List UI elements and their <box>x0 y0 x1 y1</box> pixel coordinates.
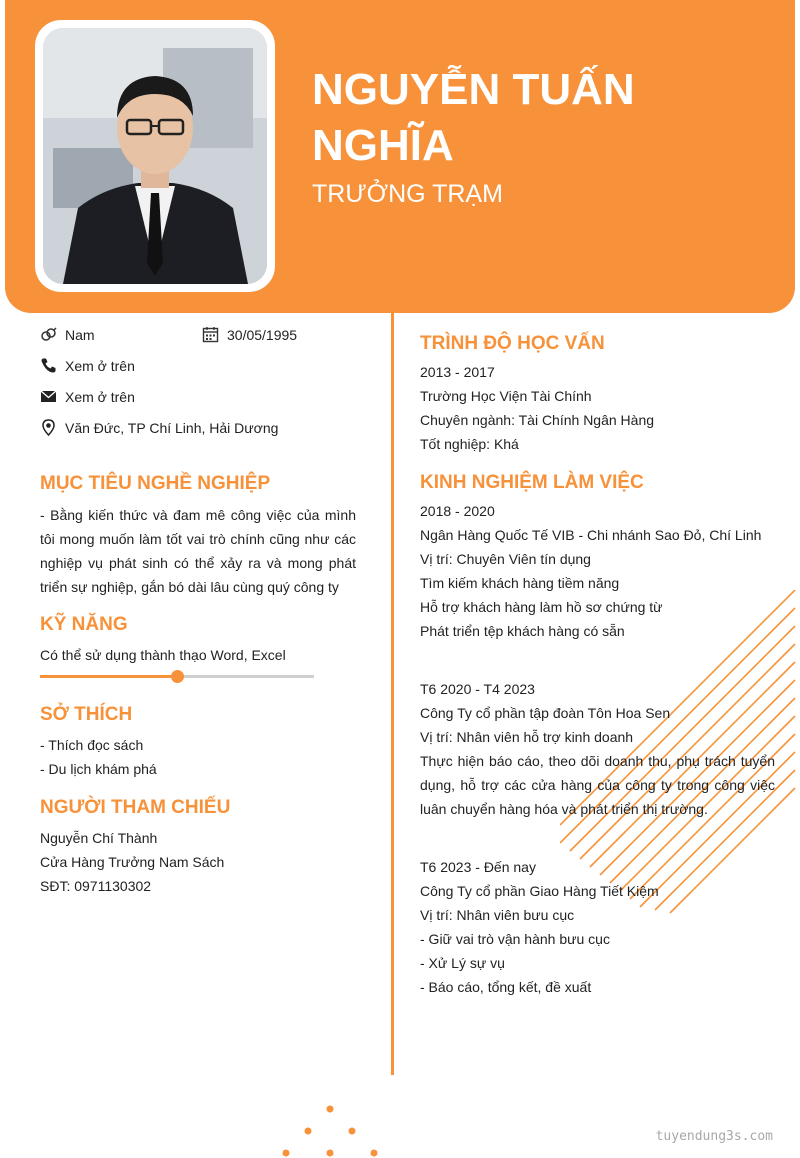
job-duty: - Xử Lý sự vụ <box>420 955 505 971</box>
skill-label: Có thể sử dụng thành thạo Word, Excel <box>40 647 286 663</box>
job-position: Vị trí: Nhân viên bưu cục <box>420 907 575 923</box>
reference-position: Cửa Hàng Trưởng Nam Sách <box>40 854 225 870</box>
profile-title: TRƯỞNG TRẠM <box>312 180 503 208</box>
hobby-item: - Thích đọc sách <box>40 737 144 753</box>
job-duty: - Giữ vai trò vận hành bưu cục <box>420 931 610 947</box>
watermark: tuyendung3s.com <box>655 1129 773 1144</box>
job-description: Thực hiện báo cáo, theo dõi doanh thu, phụ trách tuyển dụng, hỗ trợ các cửa hàng của công ty trong công việc luân chuyển hàng hóa và phát triển thị trường. <box>420 753 775 817</box>
education-period: 2013 - 2017 <box>420 364 495 380</box>
job-position: Vị trí: Chuyên Viên tín dụng <box>420 551 591 567</box>
column-divider <box>391 313 394 1075</box>
job-duty: Phát triển tệp khách hàng có sẵn <box>420 623 625 639</box>
objective-title: MỤC TIÊU NGHỀ NGHIỆP <box>40 473 271 494</box>
birthdate-value: 30/05/1995 <box>227 326 298 343</box>
contact-address <box>40 419 278 436</box>
education-major: Chuyên ngành: Tài Chính Ngân Hàng <box>420 412 655 428</box>
reference-name: Nguyễn Chí Thành <box>40 830 158 846</box>
references-title: NGƯỜI THAM CHIẾU <box>40 797 231 818</box>
skill-bar-knob <box>171 670 184 683</box>
education-school: Trường Học Viện Tài Chính <box>420 388 592 404</box>
address-value: Văn Đức, TP Chí Linh, Hải Dương <box>65 419 279 436</box>
education-title: TRÌNH ĐỘ HỌC VẤN <box>420 333 605 354</box>
objective-text: - Bằng kiến thức và đam mê công việc của mình tôi mong muốn làm tốt vai trò chính cũng như các nghiệp vụ phát sinh có thể xảy ra và mong phát triển sự nghiệp, gắn bó dài lâu cùng quý công ty <box>40 507 356 595</box>
profile-photo-frame <box>35 20 275 292</box>
job-duty: Hỗ trợ khách hàng làm hồ sơ chứng từ <box>420 599 663 615</box>
email-value: Xem ở trên <box>65 388 135 405</box>
profile-photo <box>43 28 267 284</box>
person-portrait-icon <box>43 28 267 284</box>
job-duty: - Báo cáo, tổng kết, đề xuất <box>420 979 592 995</box>
location-pin-icon <box>40 419 57 436</box>
job-period: T6 2023 - Đến nay <box>420 859 536 875</box>
job-duty: Tìm kiếm khách hàng tiềm năng <box>420 575 620 591</box>
education-grade: Tốt nghiệp: Khá <box>420 436 519 452</box>
phone-icon <box>40 357 57 374</box>
job-company: Công Ty cổ phần Giao Hàng Tiết Kiệm <box>420 883 659 899</box>
gender-icon <box>40 326 57 343</box>
job-position: Vị trí: Nhân viên hỗ trợ kinh doanh <box>420 729 634 745</box>
contact-gender <box>40 326 95 343</box>
contact-phone <box>40 357 135 374</box>
hobbies-title: SỞ THÍCH <box>40 704 133 725</box>
envelope-icon <box>40 388 57 405</box>
hobby-item: - Du lịch khám phá <box>40 761 157 777</box>
skills-title: KỸ NĂNG <box>40 614 128 635</box>
job-period: 2018 - 2020 <box>420 503 495 519</box>
job-company: Ngân Hàng Quốc Tế VIB - Chi nhánh Sao Đỏ, Chí Linh <box>420 527 762 543</box>
reference-phone: SĐT: 0971130302 <box>40 878 152 894</box>
gender-value: Nam <box>65 326 95 343</box>
profile-name: NGUYỄN TUẤN NGHĨA <box>312 65 635 170</box>
contact-email <box>40 388 135 405</box>
job-company: Công Ty cổ phần tập đoàn Tôn Hoa Sen <box>420 705 671 721</box>
calendar-icon <box>202 326 219 343</box>
contact-birthdate <box>202 326 297 343</box>
phone-value: Xem ở trên <box>65 357 135 374</box>
decorative-dots <box>280 1100 390 1158</box>
experience-title: KINH NGHIỆM LÀM VIỆC <box>420 472 644 493</box>
skill-bar-fill <box>40 675 177 678</box>
job-period: T6 2020 - T4 2023 <box>420 681 535 697</box>
